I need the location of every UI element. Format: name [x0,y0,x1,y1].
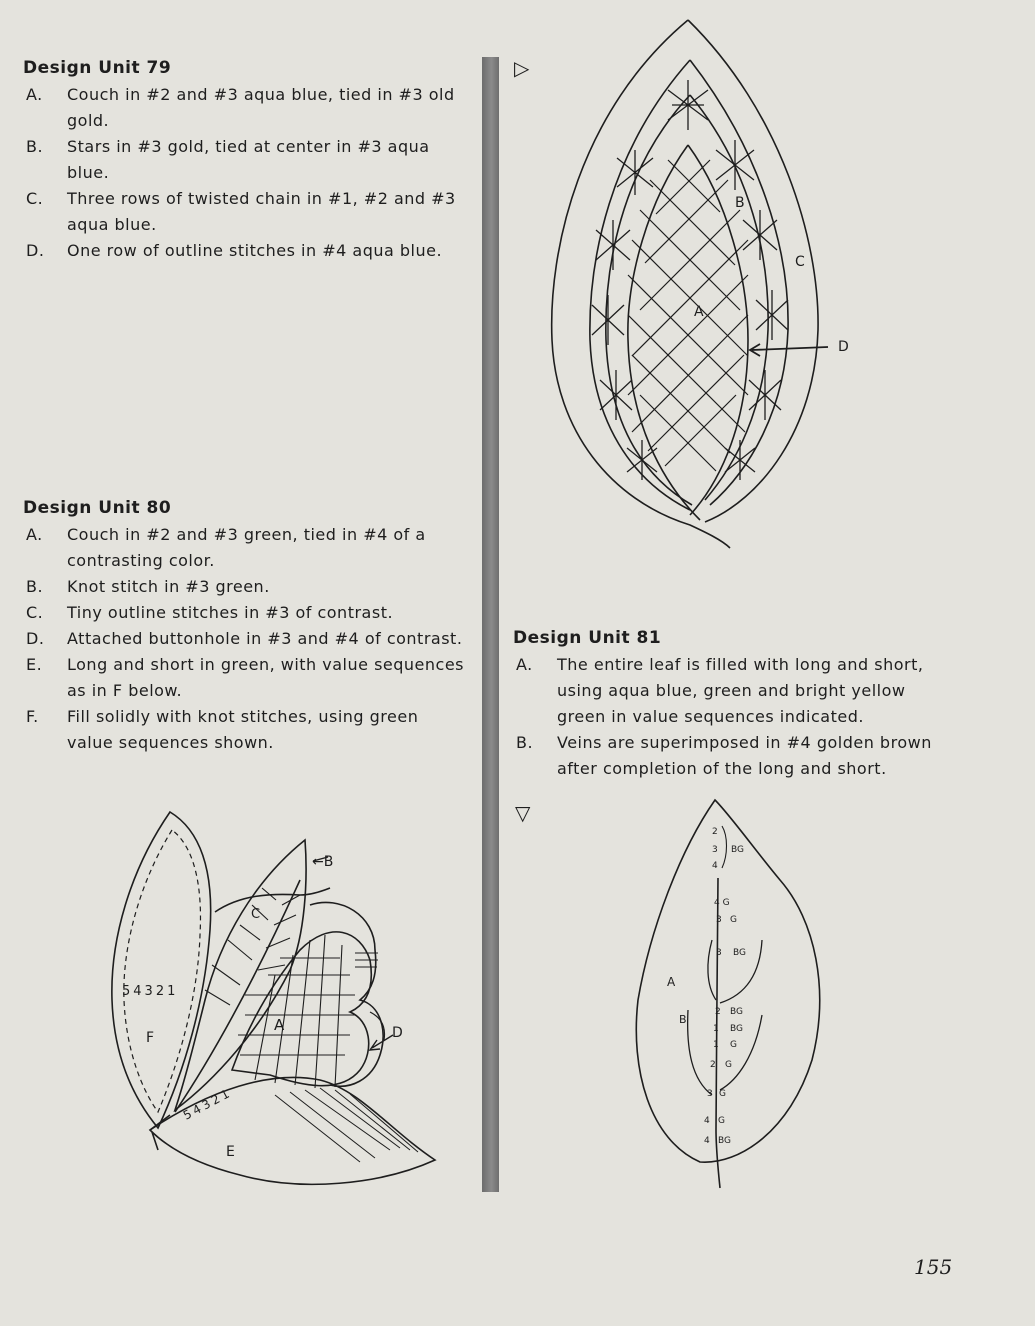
fig81-vein-label: G [730,915,737,925]
fig81-vein-label: 3 [712,845,718,855]
figure-81-leaf-diagram [630,795,830,1195]
unit-79-item-d: D. One row of outline stitches in #4 aqua blue. [26,241,443,260]
fig81-vein-label: G [719,1089,726,1099]
fig80-buttonhole-lines [355,953,378,967]
fig81-vein-label: BG [718,1136,731,1146]
fig81-label-a: A [667,975,676,989]
fig79-label-c: C [795,254,805,270]
fig80-label-f: F [146,1030,155,1046]
unit-79-item-b: B. Stars in #3 gold, tied at center in #3 aqua blue. [26,137,430,182]
fig79-label-d: D [838,339,849,355]
fig81-label-b: B [679,1013,687,1026]
fig80-label-a: A [274,1016,285,1034]
fig80-couching-grid [238,935,355,1088]
fig81-vein-label: 4 [704,1116,710,1126]
fig81-vein-label: 2 [715,1007,721,1017]
fig81-vein-label: 3 [716,948,722,958]
fig81-vein-label: BG [730,1024,743,1034]
unit-80-item-f: F. Fill solidly with knot stitches, using green value sequences shown. [26,707,419,752]
fig80-label-e: E [226,1144,235,1160]
fig80-label-c: C [251,907,261,922]
fig81-vein-upper-left [708,940,716,1000]
fig79-lattice [628,160,748,471]
fig80-leaf-e-hatch [275,1088,418,1162]
unit-79-item-a: A. Couch in #2 and #3 aqua blue, tied in #3 old gold. [26,85,455,130]
fig81-leaf-outline [636,800,819,1162]
unit-79-heading: Design Unit 79 [23,58,172,78]
design-unit-81 [513,628,957,782]
fig80-f-sequence: 54321 [122,984,179,999]
fig79-lattice-outline-left [628,145,700,520]
down-triangle-marker: ▽ [515,801,531,825]
fig81-vein-label: 1 [713,1024,719,1034]
fig80-label-d: D [392,1025,403,1041]
fig81-vein-label: 2 [712,827,718,837]
unit-80-item-c: C. Tiny outline stitches in #3 of contrast. [26,603,394,622]
fig81-vein-label: BG [731,845,744,855]
fig81-vein-label: 4 [704,1136,710,1146]
fig81-vein-label: G [725,1060,732,1070]
right-triangle-marker: ▷ [514,56,530,80]
unit-79-item-c: C. Three rows of twisted chain in #1, #2 and #3 aqua blue. [26,189,456,234]
fig81-vein-label: G [718,1116,725,1126]
fig79-outer-leaf-right [688,20,818,522]
unit-80-item-d: D. Attached buttonhole in #3 and #4 of contrast. [26,629,463,648]
page-number: 155 [914,1255,953,1279]
fig81-top-bracket [722,826,727,868]
fig81-vein-lower-left [688,1010,712,1095]
fig81-vein-label: 3 [716,915,722,925]
unit-80-heading: Design Unit 80 [23,498,172,518]
fig81-vein-label: 1 [713,1040,719,1050]
fig80-leaf-a [232,932,371,1086]
fig80-leaf-f-dashed [124,830,201,1112]
fig81-vein-label: BG [730,1007,743,1017]
fig81-vein-label: 4 [712,861,718,871]
fig79-chain-right [690,95,768,500]
fig80-e-sequence: 54321 [180,1085,235,1123]
fig81-vein-label: 2 [710,1060,716,1070]
fig81-vein-label: 3 [707,1089,713,1099]
fig79-label-a: A [694,304,704,320]
unit-81-item-b: B. Veins are superimposed in #4 golden brown after completion of the long and short. [516,733,932,778]
fig81-vein-label: 4 G [714,898,730,908]
unit-81-item-a: A. The entire leaf is filled with long and short, using aqua blue, green and bright yellow green in value sequences indicated. [516,655,924,726]
fig80-label-b: ←B [312,854,334,870]
design-unit-79 [23,58,465,264]
fig81-vein-label: G [730,1040,737,1050]
unit-80-item-b: B. Knot stitch in #3 green. [26,577,270,596]
fig81-vein-label: BG [733,948,746,958]
fig80-leaf-c [215,888,330,912]
design-unit-80 [23,498,467,756]
fig79-label-b: B [735,195,745,211]
unit-80-item-e: E. Long and short in green, with value sequences as in F below. [26,655,465,700]
figure-80-leaf-cluster-diagram [110,800,450,1200]
unit-80-item-a: A. Couch in #2 and #3 green, tied in #4 of a contrasting color. [26,525,426,570]
figure-79-leaf-diagram [540,15,860,555]
fig79-inner-leaf-left [590,60,690,510]
fig80-vein-branches [205,888,300,1005]
column-divider [482,57,499,1192]
unit-81-heading: Design Unit 81 [513,628,662,648]
